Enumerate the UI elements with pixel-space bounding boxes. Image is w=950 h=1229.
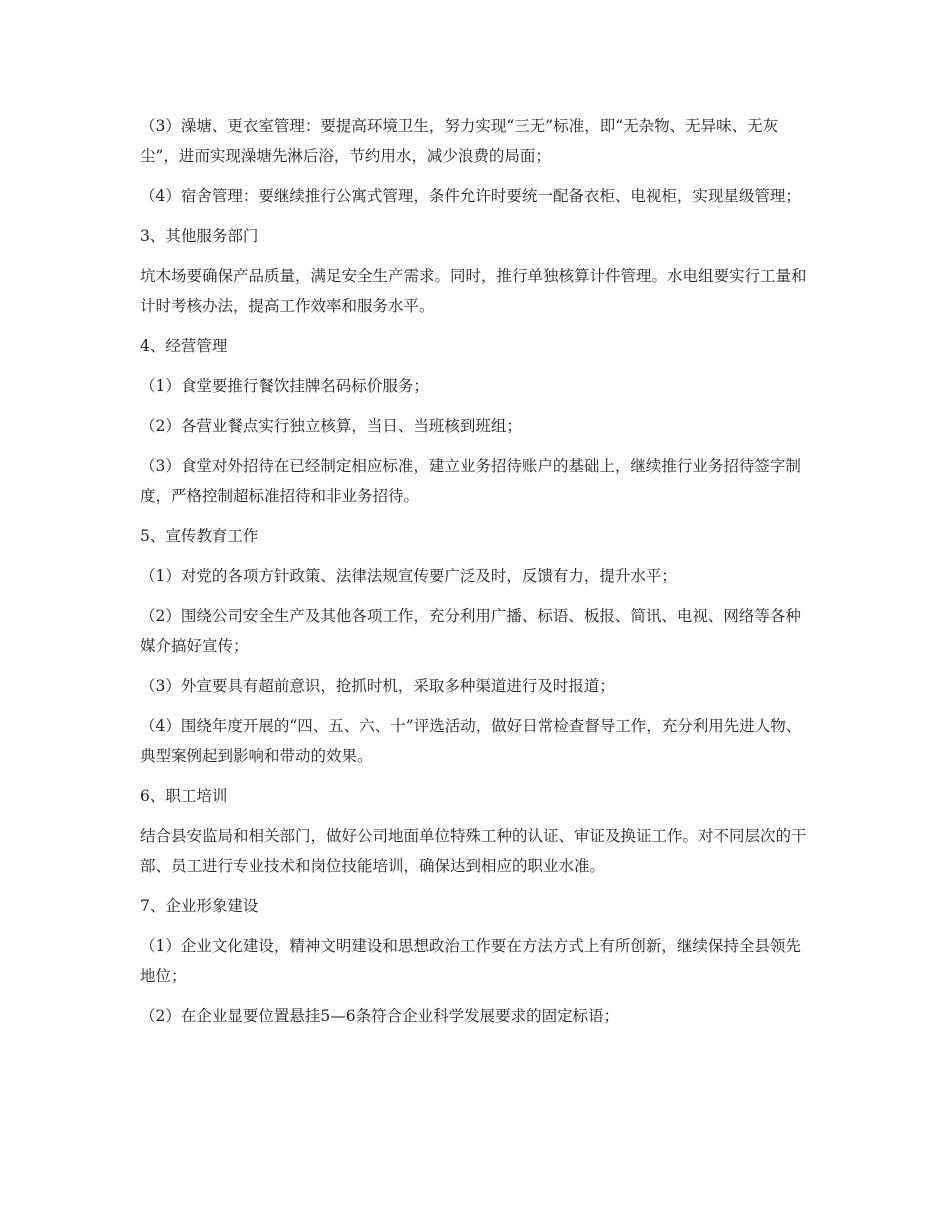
paragraph-selection-activities: （4）围绕年度开展的“四、五、六、十”评选活动，做好日常检查督导工作，充分利用先进人物、典型案例起到影响和带动的效果。 <box>140 717 802 765</box>
paragraph-independent-accounting: （2）各营业餐点实行独立核算，当日、当班核到班组； <box>140 417 522 435</box>
section-heading-other-services: 3、其他服务部门 <box>140 227 259 245</box>
document-body <box>140 111 812 1041</box>
paragraph-policy-publicity: （1）对党的各项方针政策、法律法规宣传要广泛及时，反馈有力，提升水平； <box>140 567 677 585</box>
paragraph-canteen-pricing: （1）食堂要推行餐饮挂牌名码标价服务； <box>140 377 429 395</box>
paragraph-corporate-culture: （1）企业文化建设，精神文明建设和思想政治工作要在方法方式上有所创新，继续保持全县领先地位； <box>140 937 801 985</box>
section-heading-business-management: 4、经营管理 <box>140 337 228 355</box>
section-heading-corporate-image: 7、企业形象建设 <box>140 897 259 915</box>
section-heading-staff-training: 6、职工培训 <box>140 787 228 805</box>
paragraph-bathhouse-management: （3）澡塘、更衣室管理：要提高环境卫生，努力实现“三无”标准，即“无杂物、无异味、无灰尘”，进而实现澡塘先淋后浴，节约用水，减少浪费的局面； <box>140 117 779 165</box>
paragraph-dormitory-management: （4）宿舍管理：要继续推行公寓式管理，条件允许时要统一配备衣柜、电视柜，实现星级管理； <box>140 187 801 205</box>
section-heading-publicity-education: 5、宣传教育工作 <box>140 527 259 545</box>
paragraph-timber-yard: 坑木场要确保产品质量，满足安全生产需求。同时，推行单独核算计件管理。水电组要实行工量和计时考核办法，提高工作效率和服务水平。 <box>140 267 807 315</box>
paragraph-media-publicity: （2）围绕公司安全生产及其他各项工作，充分利用广播、标语、板报、简讯、电视、网络等各种媒介搞好宣传； <box>140 607 801 655</box>
paragraph-slogans: （2）在企业显要位置悬挂5—6条符合企业科学发展要求的固定标语； <box>140 1007 620 1025</box>
paragraph-reception-standards: （3）食堂对外招待在已经制定相应标准，建立业务招待账户的基础上，继续推行业务招待签字制度，严格控制超标准招待和非业务招待。 <box>140 457 801 505</box>
paragraph-training-details: 结合县安监局和相关部门，做好公司地面单位特殊工种的认证、审证及换证工作。对不同层次的干部、员工进行专业技术和岗位技能培训，确保达到相应的职业水准。 <box>140 827 807 875</box>
paragraph-external-publicity: （3）外宣要具有超前意识，抢抓时机，采取多种渠道进行及时报道； <box>140 677 615 695</box>
